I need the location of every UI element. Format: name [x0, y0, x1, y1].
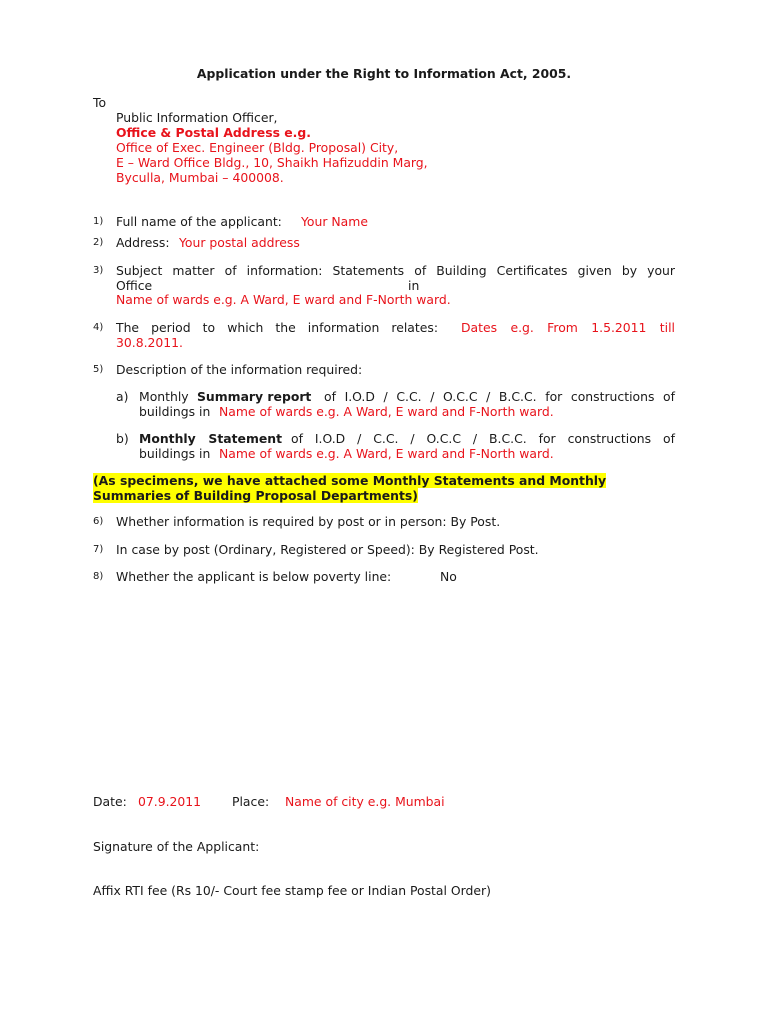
item-6-number: 6) — [93, 516, 104, 527]
applicant-address-value: Your postal address — [179, 235, 300, 250]
item-8-label: Whether the applicant is below poverty line: — [116, 569, 392, 584]
item-3-line-2b: in — [408, 278, 420, 293]
specimens-note-line-1 — [93, 473, 606, 488]
item-5a-marker: a) — [116, 389, 129, 404]
document-title: Application under the Right to Information Act, 2005. — [196, 66, 572, 81]
item-5a-post: of I.O.D / C.C. / O.C.C / B.C.C. for constructions of — [324, 389, 675, 404]
item-4-number: 4) — [93, 322, 104, 333]
item-3-wards-value: Name of wards e.g. A Ward, E ward and F-North ward. — [116, 292, 451, 307]
recipient-officer: Public Information Officer, — [116, 110, 278, 125]
address-line-1: Office of Exec. Engineer (Bldg. Proposal) City, — [116, 140, 399, 155]
item-5a-line-2-pre: buildings in — [139, 404, 211, 419]
item-3-line-2a: Office — [116, 278, 153, 293]
item-2-label: Address: — [116, 235, 170, 250]
item-5b-post: of I.O.D / C.C. / O.C.C / B.C.C. for constructions of — [291, 431, 675, 446]
address-line-2: E – Ward Office Bldg., 10, Shaikh Hafizuddin Marg, — [116, 155, 428, 170]
place-value: Name of city e.g. Mumbai — [285, 794, 445, 809]
item-1-number: 1) — [93, 216, 104, 227]
rti-fee-instruction: Affix RTI fee (Rs 10/- Court fee stamp fee or Indian Postal Order) — [93, 883, 491, 898]
item-1-label: Full name of the applicant: — [116, 214, 282, 229]
item-3-number: 3) — [93, 265, 104, 276]
item-5b-line-2-pre: buildings in — [139, 446, 211, 461]
poverty-line-value: No — [440, 569, 457, 584]
date-label: Date: — [93, 794, 127, 809]
item-7-text: In case by post (Ordinary, Registered or Speed): By Registered Post. — [116, 542, 539, 557]
item-5b-bold: Monthly Statement — [139, 431, 282, 446]
item-5b-wards-value: Name of wards e.g. A Ward, E ward and F-North ward. — [219, 446, 554, 461]
item-5-number: 5) — [93, 364, 104, 375]
item-3-line-1: Subject matter of information: Statements of Building Certificates given by your — [116, 263, 675, 278]
item-2-number: 2) — [93, 237, 104, 248]
item-4-period-value: Dates e.g. From 1.5.2011 till — [461, 320, 675, 335]
item-8-number: 8) — [93, 571, 104, 582]
item-5-label: Description of the information required: — [116, 362, 363, 377]
applicant-name-value: Your Name — [301, 214, 368, 229]
item-5b-marker: b) — [116, 431, 129, 446]
to-label: To — [93, 95, 107, 110]
specimens-note-text-1: (As specimens, we have attached some Monthly Statements and Monthly — [93, 473, 607, 488]
address-heading: Office & Postal Address e.g. — [116, 125, 311, 140]
place-label: Place: — [232, 794, 270, 809]
item-5a-bold: Summary report — [197, 389, 312, 404]
signature-label: Signature of the Applicant: — [93, 839, 260, 854]
item-4-period-value-line-2: 30.8.2011. — [116, 335, 183, 350]
item-6-text: Whether information is required by post or in person: By Post. — [116, 514, 501, 529]
specimens-note-text-2: Summaries of Building Proposal Departments) — [93, 488, 418, 503]
item-5a-pre: Monthly — [139, 389, 189, 404]
item-5a-wards-value: Name of wards e.g. A Ward, E ward and F-North ward. — [219, 404, 554, 419]
address-line-3: Byculla, Mumbai – 400008. — [116, 170, 284, 185]
date-value: 07.9.2011 — [138, 794, 202, 809]
item-7-number: 7) — [93, 544, 104, 555]
item-4-label: The period to which the information relates: — [116, 320, 438, 335]
specimens-note-line-2 — [93, 488, 418, 503]
